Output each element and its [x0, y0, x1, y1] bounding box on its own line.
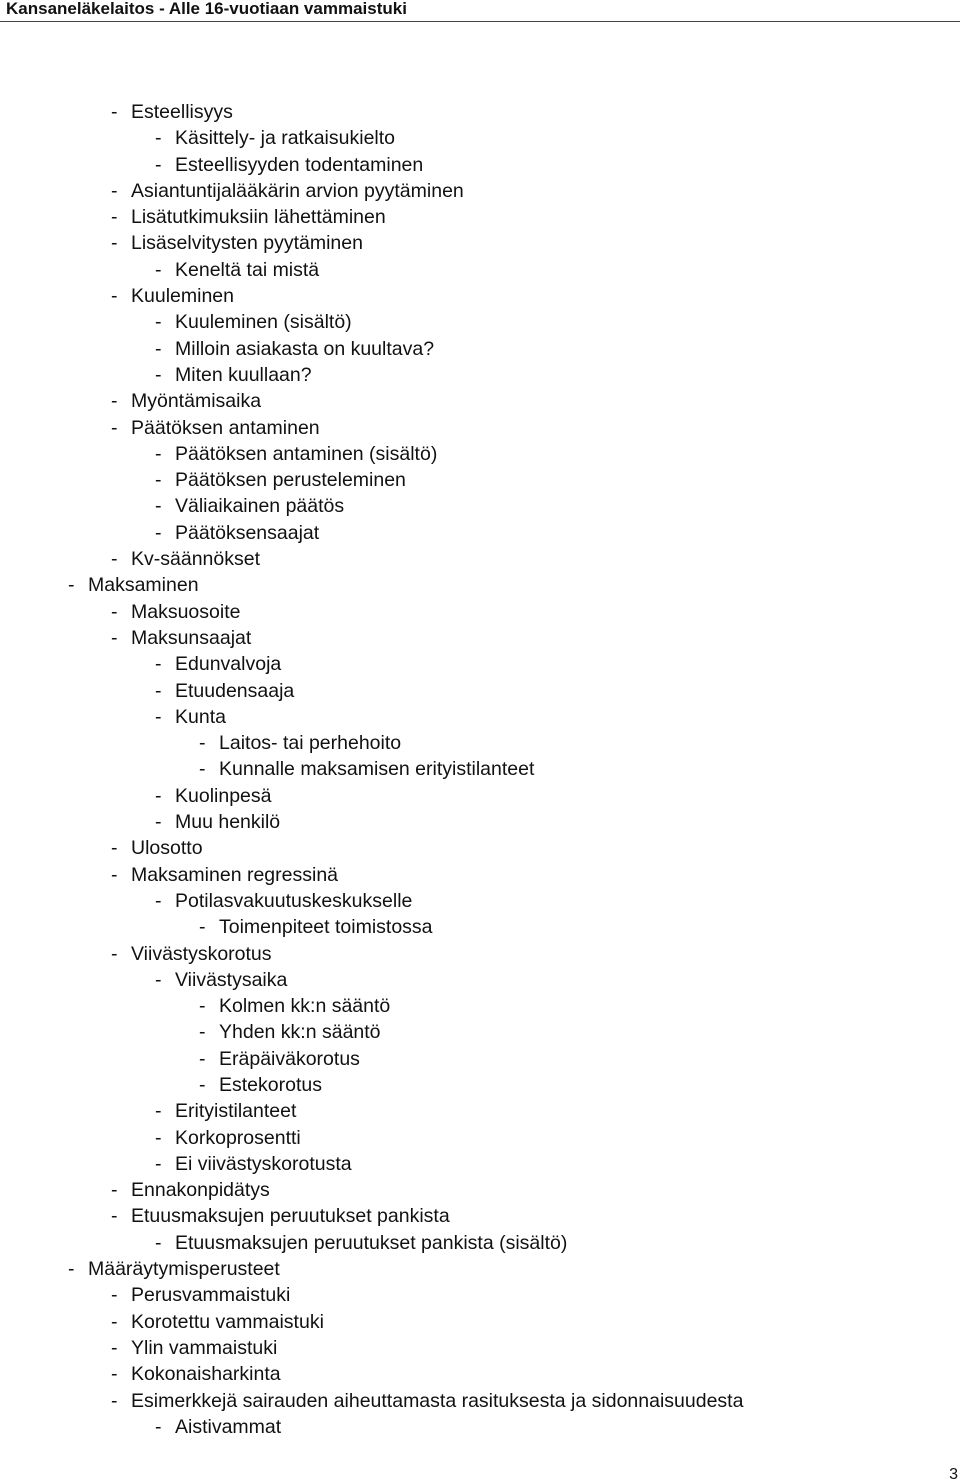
outline-item: [0, 783, 960, 809]
page-number: 3: [949, 1466, 958, 1483]
outline-item: [0, 730, 960, 756]
outline-bullet-dash: -: [111, 232, 118, 255]
outline-bullet-dash: -: [155, 1231, 162, 1254]
outline-item-label: Myöntämisaika: [131, 390, 262, 413]
outline-bullet-dash: -: [111, 101, 118, 123]
outline-item-label: Ulosotto: [131, 837, 203, 860]
outline-item: [0, 809, 960, 835]
outline-bullet-dash: -: [199, 995, 206, 1018]
outline-item: [0, 467, 960, 493]
outline-item-label: Etuudensaaja: [175, 679, 295, 702]
outline-bullet-dash: -: [68, 1258, 75, 1281]
outline-bullet-dash: -: [155, 679, 162, 702]
outline-item-label: Korotettu vammaistuki: [131, 1310, 324, 1333]
outline-item: [0, 336, 960, 362]
outline-item: [0, 572, 960, 598]
outline-item-label: Kokonaisharkinta: [131, 1363, 281, 1386]
outline-bullet-dash: -: [155, 258, 162, 281]
outline-bullet-dash: -: [111, 600, 118, 623]
outline-item-label: Ei viivästyskorotusta: [175, 1152, 352, 1175]
outline-item-label: Ylin vammaistuki: [131, 1336, 278, 1359]
outline-item: [0, 152, 960, 178]
outline-bullet-dash: -: [155, 784, 162, 807]
outline-bullet-dash: -: [155, 521, 162, 544]
outline-item-label: Muu henkilö: [175, 811, 281, 834]
outline-item: [0, 1256, 960, 1282]
outline-bullet-dash: -: [155, 653, 162, 676]
outline-item: [0, 178, 960, 204]
outline-bullet-dash: -: [111, 1310, 118, 1333]
outline-item: [0, 546, 960, 572]
outline-item: [0, 678, 960, 704]
outline-bullet-dash: -: [155, 337, 162, 360]
outline-item: [0, 1098, 960, 1124]
outline-item: [0, 99, 960, 125]
outline-item: [0, 756, 960, 782]
outline-item-label: Milloin asiakasta on kuultava?: [175, 337, 435, 360]
outline-item-label: Kolmen kk:n sääntö: [219, 995, 391, 1018]
outline-item: [0, 1203, 960, 1229]
outline-item-label: Asiantuntijalääkärin arvion pyytäminen: [131, 179, 464, 202]
outline-item-label: Viivästyskorotus: [131, 942, 272, 965]
header-divider: [0, 21, 960, 22]
outline-bullet-dash: -: [111, 206, 118, 229]
outline-bullet-dash: -: [155, 1152, 162, 1175]
outline-item-label: Päätöksen perusteleminen: [175, 469, 406, 492]
outline-item-label: Esteellisyys: [131, 101, 233, 123]
outline-item-label: Edunvalvoja: [175, 653, 282, 676]
outline-item: [0, 651, 960, 677]
outline-item: [0, 914, 960, 940]
outline-bullet-dash: -: [155, 1415, 162, 1438]
outline-item-label: Esteellisyyden todentaminen: [175, 153, 424, 176]
outline-item: [0, 1414, 960, 1440]
outline-item: [0, 1361, 960, 1387]
outline-bullet-dash: -: [155, 311, 162, 334]
outline-item-label: Päätöksensaajat: [175, 521, 320, 544]
outline-item: [0, 1046, 960, 1072]
outline-bullet-dash: -: [155, 442, 162, 465]
outline-bullet-dash: -: [199, 916, 206, 939]
outline-item-label: Etuusmaksujen peruutukset pankista: [131, 1205, 450, 1228]
outline-bullet-dash: -: [111, 390, 118, 413]
outline-item-label: Etuusmaksujen peruutukset pankista (sisältö): [175, 1231, 568, 1254]
outline-item: [0, 993, 960, 1019]
outline-bullet-dash: -: [155, 495, 162, 518]
outline-item: [0, 441, 960, 467]
outline-bullet-dash: -: [155, 469, 162, 492]
outline-item: [0, 283, 960, 309]
outline-bullet-dash: -: [111, 416, 118, 439]
outline-bullet-dash: -: [155, 153, 162, 176]
outline-item: [0, 204, 960, 230]
outline-bullet-dash: -: [111, 1336, 118, 1359]
outline-item: [0, 388, 960, 414]
outline-bullet-dash: -: [111, 179, 118, 202]
outline-bullet-dash: -: [199, 758, 206, 781]
outline-bullet-dash: -: [155, 968, 162, 991]
outline-bullet-dash: -: [111, 1179, 118, 1202]
outline-bullet-dash: -: [111, 285, 118, 308]
outline-item: [0, 520, 960, 546]
outline-bullet-dash: -: [111, 548, 118, 571]
outline-item: [0, 1151, 960, 1177]
outline-bullet-dash: -: [111, 1284, 118, 1307]
outline-item-label: Perusvammaistuki: [131, 1284, 291, 1307]
outline-item: [0, 493, 960, 519]
outline-bullet-dash: -: [68, 574, 75, 597]
outline-bullet-dash: -: [155, 363, 162, 386]
outline-item-label: Päätöksen antaminen (sisältö): [175, 442, 438, 465]
table-of-contents-outline: [0, 99, 960, 1440]
outline-item-label: Kuuleminen (sisältö): [175, 311, 352, 334]
page-header-title: Kansaneläkelaitos - Alle 16-vuotiaan vammaistuki: [6, 0, 407, 18]
outline-bullet-dash: -: [111, 837, 118, 860]
outline-item-label: Kunnalle maksamisen erityistilanteet: [219, 758, 535, 781]
outline-item: [0, 1282, 960, 1308]
outline-item: [0, 941, 960, 967]
outline-item: [0, 1230, 960, 1256]
outline-item-label: Väliaikainen päätös: [175, 495, 345, 518]
outline-item-label: Käsittely- ja ratkaisukielto: [175, 127, 396, 150]
outline-item-label: Potilasvakuutuskeskukselle: [175, 889, 413, 912]
outline-bullet-dash: -: [199, 1021, 206, 1044]
outline-bullet-dash: -: [155, 705, 162, 728]
outline-bullet-dash: -: [199, 1073, 206, 1096]
outline-item-label: Viivästysaika: [175, 968, 288, 991]
outline-item-label: Keneltä tai mistä: [175, 258, 320, 281]
outline-item-label: Ennakonpidätys: [131, 1179, 270, 1202]
outline-item: [0, 625, 960, 651]
outline-item-label: Laitos- tai perhehoito: [219, 732, 402, 755]
outline-item: [0, 1309, 960, 1335]
outline-item-label: Yhden kk:n sääntö: [219, 1021, 381, 1044]
outline-item-label: Toimenpiteet toimistossa: [219, 916, 433, 939]
outline-item: [0, 125, 960, 151]
outline-item-label: Aistivammat: [175, 1415, 282, 1438]
outline-item-label: Kuuleminen: [131, 285, 234, 308]
outline-bullet-dash: -: [111, 863, 118, 886]
outline-bullet-dash: -: [111, 1389, 118, 1412]
outline-item: [0, 309, 960, 335]
outline-item: [0, 1019, 960, 1045]
outline-bullet-dash: -: [111, 1363, 118, 1386]
outline-bullet-dash: -: [155, 811, 162, 834]
outline-item: [0, 967, 960, 993]
outline-bullet-dash: -: [155, 1100, 162, 1123]
outline-bullet-dash: -: [155, 127, 162, 150]
outline-item-label: Esimerkkejä sairauden aiheuttamasta rasituksesta ja sidonnaisuudesta: [131, 1389, 744, 1412]
outline-item: [0, 230, 960, 256]
outline-item: [0, 835, 960, 861]
outline-item-label: Erityistilanteet: [175, 1100, 297, 1123]
outline-item: [0, 1388, 960, 1414]
outline-item-label: Kunta: [175, 705, 226, 728]
outline-item: [0, 1125, 960, 1151]
outline-item-label: Maksaminen: [88, 574, 199, 597]
outline-item-label: Maksuosoite: [131, 600, 241, 623]
outline-item-label: Kv-säännökset: [131, 548, 260, 571]
outline-item: [0, 1177, 960, 1203]
outline-item: [0, 862, 960, 888]
outline-item-label: Korkoprosentti: [175, 1126, 301, 1149]
outline-item: [0, 888, 960, 914]
outline-item-label: Lisäselvitysten pyytäminen: [131, 232, 363, 255]
outline-bullet-dash: -: [155, 889, 162, 912]
outline-item-label: Eräpäiväkorotus: [219, 1047, 360, 1070]
outline-item-label: Maksaminen regressinä: [131, 863, 339, 886]
outline-bullet-dash: -: [155, 1126, 162, 1149]
outline-item-label: Estekorotus: [219, 1073, 322, 1096]
outline-bullet-dash: -: [199, 732, 206, 755]
outline-item: [0, 362, 960, 388]
outline-bullet-dash: -: [111, 1205, 118, 1228]
outline-item-label: Lisätutkimuksiin lähettäminen: [131, 206, 386, 229]
outline-item: [0, 415, 960, 441]
outline-item: [0, 257, 960, 283]
outline-item-label: Miten kuullaan?: [175, 363, 312, 386]
outline-bullet-dash: -: [111, 626, 118, 649]
outline-item: [0, 1335, 960, 1361]
outline-item: [0, 599, 960, 625]
outline-item-label: Kuolinpesä: [175, 784, 272, 807]
outline-item: [0, 704, 960, 730]
outline-bullet-dash: -: [199, 1047, 206, 1070]
outline-bullet-dash: -: [111, 942, 118, 965]
outline-item-label: Maksunsaajat: [131, 626, 252, 649]
outline-item: [0, 1072, 960, 1098]
outline-item-label: Päätöksen antaminen: [131, 416, 320, 439]
outline-item-label: Määräytymisperusteet: [88, 1258, 280, 1281]
